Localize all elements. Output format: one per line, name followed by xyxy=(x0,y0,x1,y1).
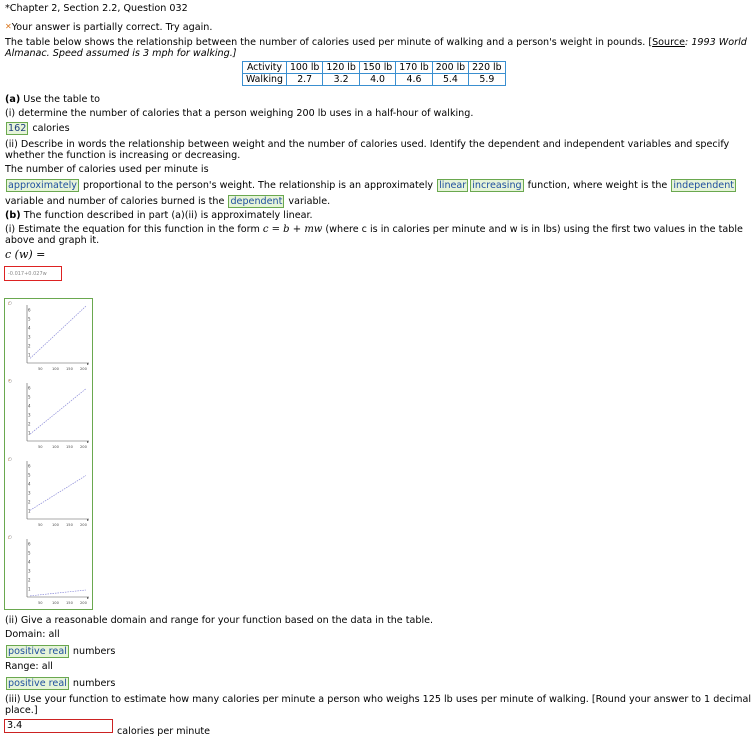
table-cell: 4.0 xyxy=(359,74,395,86)
arrow-icon: ▸ xyxy=(87,439,90,444)
graph-y-tick: 5 xyxy=(28,550,31,556)
graph-y-tick: 4 xyxy=(28,481,31,487)
table-cell: 100 lb xyxy=(286,62,322,74)
status-line xyxy=(5,22,212,33)
graph-options-svg xyxy=(5,299,91,608)
graph-x-tick: 50 xyxy=(38,367,43,371)
table-cell: 5.9 xyxy=(469,74,505,86)
source-link[interactable]: Source xyxy=(652,37,686,48)
arrow-icon: ▸ xyxy=(87,595,90,600)
arrow-icon: ▸ xyxy=(87,517,90,522)
part-b-q1-line2: above and graph it. xyxy=(5,235,100,246)
graph-y-tick: 2 xyxy=(28,421,31,427)
cw-label: c (w) = xyxy=(5,248,46,261)
graph-y-tick: 3 xyxy=(28,412,31,418)
calories-answer[interactable]: 162 xyxy=(8,123,27,134)
table-cell: 150 lb xyxy=(359,62,395,74)
graph-x-tick: 100 xyxy=(52,445,59,449)
part-b-q2: (ii) Give a reasonable domain and range for your function based on the data in the table. xyxy=(5,615,434,626)
dependent-dropdown[interactable]: dependent xyxy=(230,196,283,207)
part-a-q1-answer-line: 162 calories xyxy=(8,123,70,134)
graph-option-marker: * xyxy=(8,379,11,385)
table-cell: 170 lb xyxy=(396,62,432,74)
table-row xyxy=(243,74,506,86)
partial-mark-icon: ✕ xyxy=(5,22,12,31)
graph-y-tick: 4 xyxy=(28,325,31,331)
graph-x-tick: 200 xyxy=(80,367,87,371)
graph-line xyxy=(30,590,86,596)
graph-line xyxy=(30,389,86,434)
graph-x-tick: 150 xyxy=(66,445,73,449)
part-a-q1: (i) determine the number of calories that a person weighing 200 lb uses in a half-hour of walking. xyxy=(5,108,474,119)
graph-line xyxy=(30,476,86,511)
graph-y-tick: 1 xyxy=(28,586,31,592)
graph-x-tick: 50 xyxy=(38,523,43,527)
graph-y-tick: 3 xyxy=(28,568,31,574)
graph-y-tick: 6 xyxy=(28,385,31,391)
table-cell: 2.7 xyxy=(286,74,322,86)
arrow-icon: ▸ xyxy=(87,361,90,366)
part-b-heading: (b) The function described in part (a)(ii) is approximately linear. xyxy=(5,210,313,221)
graph-option-marker: r xyxy=(8,301,11,307)
table-cell: 220 lb xyxy=(469,62,505,74)
table-cell: Walking xyxy=(243,74,287,86)
graph-x-tick: 200 xyxy=(80,601,87,605)
graph-options-box xyxy=(4,298,93,610)
linear-dropdown[interactable]: linear xyxy=(439,180,467,191)
part-b-q3-line1: (iii) Use your function to estimate how many calories per minute a person who weighs 125 lb uses per minute of walking. [Round your answer to 1 decimal xyxy=(5,694,751,705)
graph-y-tick: 4 xyxy=(28,559,31,565)
table-cell: 5.4 xyxy=(432,74,468,86)
range-label: Range: all xyxy=(5,661,53,672)
table-cell: 3.2 xyxy=(323,74,359,86)
graph-y-tick: 1 xyxy=(28,352,31,358)
graph-y-tick: 5 xyxy=(28,472,31,478)
part-a-q2-sentence-2: variable and number of calories burned is the dependent variable. xyxy=(5,196,331,207)
table-cell: Activity xyxy=(243,62,287,74)
graph-x-tick: 100 xyxy=(52,367,59,371)
graph-y-tick: 5 xyxy=(28,316,31,322)
table-cell: 200 lb xyxy=(432,62,468,74)
graph-x-tick: 100 xyxy=(52,601,59,605)
graph-x-tick: 50 xyxy=(38,601,43,605)
approximately-dropdown[interactable]: approximately xyxy=(8,180,77,191)
intro-line-2: Almanac. Speed assumed is 3 mph for walking.] xyxy=(5,48,237,59)
calorie-table xyxy=(242,61,506,86)
part-a-q2-line2: whether the function is increasing or decreasing. xyxy=(5,150,241,161)
graph-y-tick: 6 xyxy=(28,307,31,313)
equation-input[interactable]: -0.017+0.027w xyxy=(4,266,62,281)
graph-y-tick: 2 xyxy=(28,577,31,583)
part-a-q2-line3: The number of calories used per minute is xyxy=(5,164,209,175)
graph-y-tick: 3 xyxy=(28,334,31,340)
question-header: *Chapter 2, Section 2.2, Question 032 xyxy=(5,3,188,14)
part-b-q3-line2: place.] xyxy=(5,705,38,716)
graph-y-tick: 6 xyxy=(28,541,31,547)
graph-line xyxy=(30,306,86,358)
graph-y-tick: 3 xyxy=(28,490,31,496)
graph-y-tick: 5 xyxy=(28,394,31,400)
domain-label: Domain: all xyxy=(5,629,60,640)
part-a-q2-sentence: approximately proportional to the person's weight. The relationship is an approximately linear increasing function, where weight is the independent xyxy=(8,180,735,191)
part-a-heading: (a) Use the table to xyxy=(5,94,101,105)
domain-dropdown[interactable]: positive real xyxy=(8,646,67,657)
calories-estimate-input[interactable]: 3.4 xyxy=(4,719,113,733)
graph-y-tick: 2 xyxy=(28,499,31,505)
graph-y-tick: 2 xyxy=(28,343,31,349)
independent-dropdown[interactable]: independent xyxy=(673,180,735,191)
graph-y-tick: 6 xyxy=(28,463,31,469)
graph-option-marker: r xyxy=(8,457,11,463)
graph-x-tick: 150 xyxy=(66,601,73,605)
graph-option-marker: r xyxy=(8,535,11,541)
graph-x-tick: 100 xyxy=(52,523,59,527)
calories-unit-label: calories per minute xyxy=(117,726,211,737)
increasing-dropdown[interactable]: increasing xyxy=(472,180,522,191)
status-text: Your answer is partially correct. Try again. xyxy=(11,22,213,33)
graph-x-tick: 200 xyxy=(80,523,87,527)
range-answer-line: positive real numbers xyxy=(8,678,116,689)
table-cell: 4.6 xyxy=(396,74,432,86)
graph-x-tick: 50 xyxy=(38,445,43,449)
graph-y-tick: 1 xyxy=(28,508,31,514)
graph-x-tick: 200 xyxy=(80,445,87,449)
domain-answer-line: positive real numbers xyxy=(8,646,116,657)
intro-line-1: The table below shows the relationship between the number of calories used per minute of walking and a person's weight in pounds. [Source: 1993 World xyxy=(5,37,747,48)
part-b-q1-line1: (i) Estimate the equation for this function in the form c = b + mw (where c is in calories per minute and w is in lbs) using the first two values in the table xyxy=(5,224,743,235)
graph-x-tick: 150 xyxy=(66,523,73,527)
graph-x-tick: 150 xyxy=(66,367,73,371)
range-dropdown[interactable]: positive real xyxy=(8,678,67,689)
graph-y-tick: 1 xyxy=(28,430,31,436)
equation-form: c = b + mw xyxy=(262,224,323,235)
part-a-q2-line1: (ii) Describe in words the relationship between weight and the number of calories used. Identify the dependent and independent variables and specify xyxy=(5,139,730,150)
table-header-row xyxy=(243,62,506,74)
graph-y-tick: 4 xyxy=(28,403,31,409)
table-cell: 120 lb xyxy=(323,62,359,74)
